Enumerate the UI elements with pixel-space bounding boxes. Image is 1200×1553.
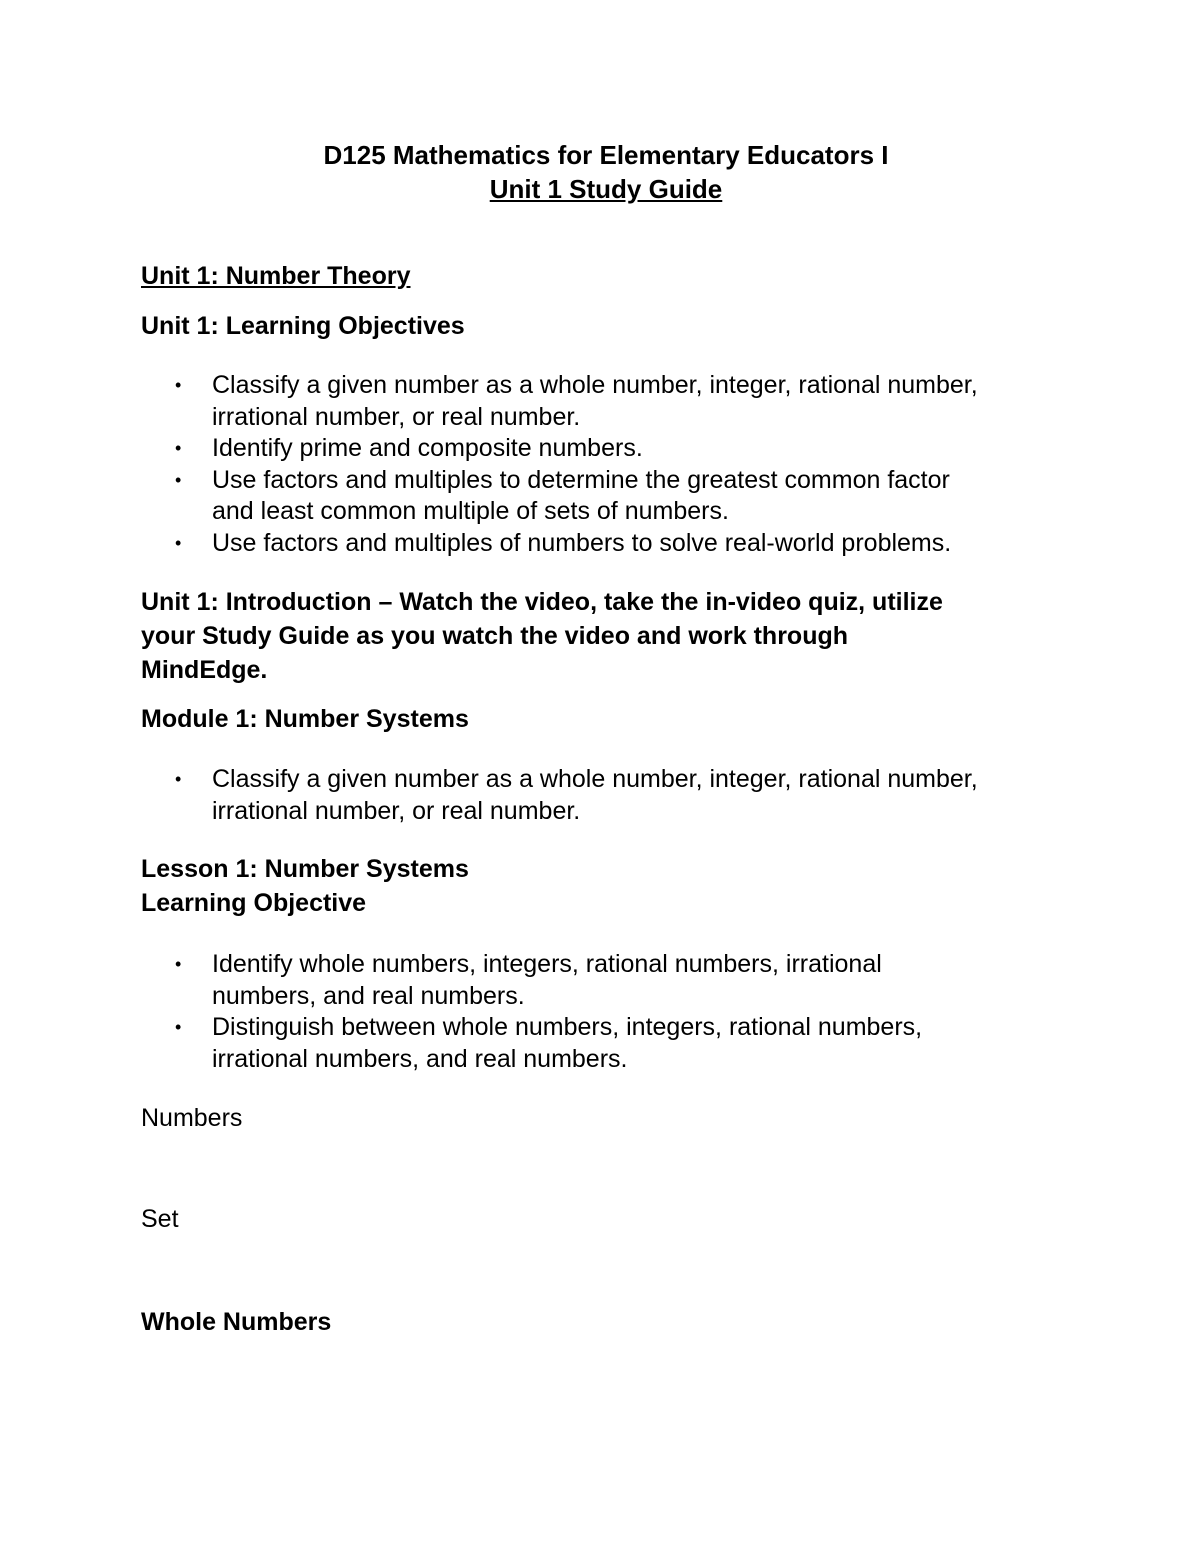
title-course-name: D125 Mathematics for Elementary Educators I bbox=[323, 140, 889, 170]
list-item: • Classify a given number as a whole number, integer, rational number, irrational number, or real number. bbox=[175, 765, 978, 825]
lesson-objectives-list bbox=[141, 949, 1071, 1075]
term-numbers: Numbers bbox=[141, 1104, 243, 1132]
term-set: Set bbox=[141, 1205, 179, 1233]
term-whole-numbers: Whole Numbers bbox=[141, 1308, 332, 1336]
bullet-icon: • bbox=[175, 469, 182, 490]
unit-objectives-list bbox=[141, 370, 1071, 559]
lesson-learning-objective-heading: Learning Objective bbox=[141, 889, 367, 917]
bullet-icon: • bbox=[175, 769, 182, 789]
list-item: • Use factors and multiples to determine the greatest common factor and least common multiple of sets of numbers. bbox=[175, 465, 950, 525]
unit-objectives-heading: Unit 1: Learning Objectives bbox=[141, 312, 465, 340]
title-study-guide: Unit 1 Study Guide bbox=[489, 174, 723, 204]
module-objectives-list bbox=[141, 764, 1071, 827]
unit-heading: Unit 1: Number Theory bbox=[141, 262, 411, 290]
bullet-icon: • bbox=[175, 375, 182, 395]
module-heading: Module 1: Number Systems bbox=[141, 705, 469, 733]
document-title bbox=[141, 138, 1071, 206]
bullet-icon: • bbox=[175, 1017, 182, 1037]
list-item: • Use factors and multiples of numbers to solve real-world problems. bbox=[141, 528, 1071, 560]
bullet-icon: • bbox=[175, 438, 182, 458]
bullet-icon: • bbox=[175, 954, 182, 974]
unit-introduction-paragraph: Unit 1: Introduction – Watch the video, take the in-video quiz, utilize your Study Guide as you watch the video and work through MindEdge. bbox=[141, 588, 943, 684]
document-page bbox=[141, 138, 1071, 1339]
list-item: • Identify whole numbers, integers, rational numbers, irrational numbers, and real numbers. bbox=[175, 950, 882, 1010]
list-item: • Identify prime and composite numbers. bbox=[141, 433, 1071, 465]
list-item: • Classify a given number as a whole number, integer, rational number, irrational number, or real number. bbox=[175, 371, 978, 431]
list-item: • Distinguish between whole numbers, integers, rational numbers, irrational numbers, and real numbers. bbox=[175, 1013, 923, 1073]
lesson-heading: Lesson 1: Number Systems bbox=[141, 855, 469, 883]
bullet-icon: • bbox=[175, 532, 182, 553]
